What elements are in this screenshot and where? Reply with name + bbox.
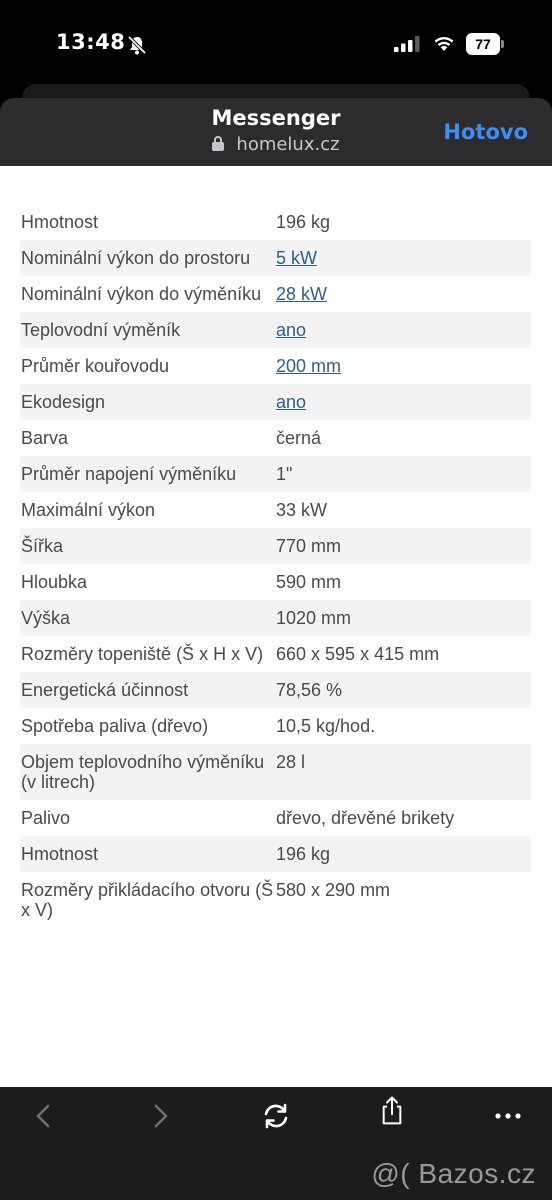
spec-value: černá <box>276 428 322 448</box>
spec-value: 78,56 % <box>276 672 531 708</box>
spec-row <box>20 240 531 276</box>
spec-row <box>20 872 531 928</box>
spec-label: Hmotnost <box>20 836 276 872</box>
reload-icon[interactable] <box>256 1101 296 1131</box>
spec-label: Hmotnost <box>21 212 99 232</box>
spec-row <box>20 528 531 564</box>
share-icon[interactable] <box>372 1095 412 1125</box>
spec-value: 660 x 595 x 415 mm <box>276 644 440 664</box>
battery-tip <box>501 40 504 48</box>
spec-row <box>20 636 531 672</box>
watermark: @( Bazos.cz <box>371 1158 536 1189</box>
spec-label: Nominální výkon do výměníku <box>21 284 262 304</box>
spec-value-cell <box>276 240 531 276</box>
spec-row <box>20 800 531 836</box>
spec-label: Barva <box>21 428 69 448</box>
spec-value-cell <box>276 384 531 420</box>
spec-value-link[interactable]: ano <box>276 320 307 340</box>
spec-label: Palivo <box>21 808 71 828</box>
chevron-right-icon[interactable] <box>140 1101 180 1131</box>
done-button[interactable]: Hotovo <box>443 120 528 144</box>
spec-value: 590 mm <box>276 572 342 592</box>
spec-label: Maximální výkon <box>21 500 156 520</box>
spec-row <box>20 312 531 348</box>
spec-value: 770 mm <box>276 528 531 564</box>
spec-table <box>20 204 531 928</box>
status-bar <box>0 0 552 90</box>
spec-row <box>20 276 531 312</box>
spec-label: Ekodesign <box>20 384 276 420</box>
spec-value: 196 kg <box>276 212 331 232</box>
spec-row <box>20 672 531 708</box>
mute-bell-icon <box>126 34 148 56</box>
cellular-signal-icon <box>394 36 420 52</box>
sheet-title: Messenger <box>211 106 341 130</box>
spec-value: dřevo, dřevěné brikety <box>276 808 455 828</box>
more-icon[interactable] <box>488 1101 528 1131</box>
spec-label: Teplovodní výměník <box>20 312 276 348</box>
spec-value-link[interactable]: 200 mm <box>276 356 342 376</box>
spec-row <box>20 600 531 636</box>
spec-row <box>20 384 531 420</box>
spec-row <box>20 708 531 744</box>
spec-label: Výška <box>20 600 276 636</box>
lock-icon <box>212 136 224 151</box>
spec-value-cell <box>276 348 531 384</box>
spec-label: Průměr napojení výměníku <box>20 456 276 492</box>
spec-value-cell <box>276 312 531 348</box>
spec-value-link[interactable]: 5 kW <box>276 248 318 268</box>
spec-value: 28 l <box>276 744 531 800</box>
spec-row <box>20 456 531 492</box>
spec-row <box>20 348 531 384</box>
spec-row <box>20 492 531 528</box>
spec-value-cell <box>276 276 531 312</box>
spec-value: 196 kg <box>276 836 531 872</box>
spec-value: 580 x 290 mm <box>276 880 391 900</box>
spec-label: Nominální výkon do prostoru <box>20 240 276 276</box>
battery-icon <box>466 33 504 55</box>
spec-row <box>20 564 531 600</box>
wifi-icon <box>432 34 456 52</box>
spec-value: 33 kW <box>276 500 328 520</box>
browser-sheet-header <box>0 98 552 166</box>
battery-level: 77 <box>466 33 500 55</box>
spec-label: Hloubka <box>21 572 88 592</box>
spec-row <box>20 744 531 800</box>
page-content <box>0 166 552 1087</box>
spec-value: 1" <box>276 456 531 492</box>
status-time: 13:48 <box>56 30 126 54</box>
spec-label: Rozměry přikládacího otvoru (Š x V) <box>21 880 274 920</box>
spec-label: Spotřeba paliva (dřevo) <box>21 716 209 736</box>
spec-label: Energetická účinnost <box>20 672 276 708</box>
spec-label: Průměr kouřovodu <box>21 356 170 376</box>
url-text: homelux.cz <box>236 134 340 155</box>
spec-label: Objem teplovodního výměníku (v litrech) <box>20 744 276 800</box>
spec-value-link[interactable]: ano <box>276 392 307 412</box>
spec-label: Šířka <box>20 528 276 564</box>
spec-value-link[interactable]: 28 kW <box>276 284 328 304</box>
spec-row <box>20 204 531 240</box>
spec-row <box>20 836 531 872</box>
spec-value: 10,5 kg/hod. <box>276 716 376 736</box>
spec-label: Rozměry topeniště (Š x H x V) <box>21 644 264 664</box>
spec-value: 1020 mm <box>276 600 531 636</box>
chevron-left-icon[interactable] <box>24 1101 64 1131</box>
spec-row <box>20 420 531 456</box>
browser-toolbar <box>0 1087 552 1200</box>
